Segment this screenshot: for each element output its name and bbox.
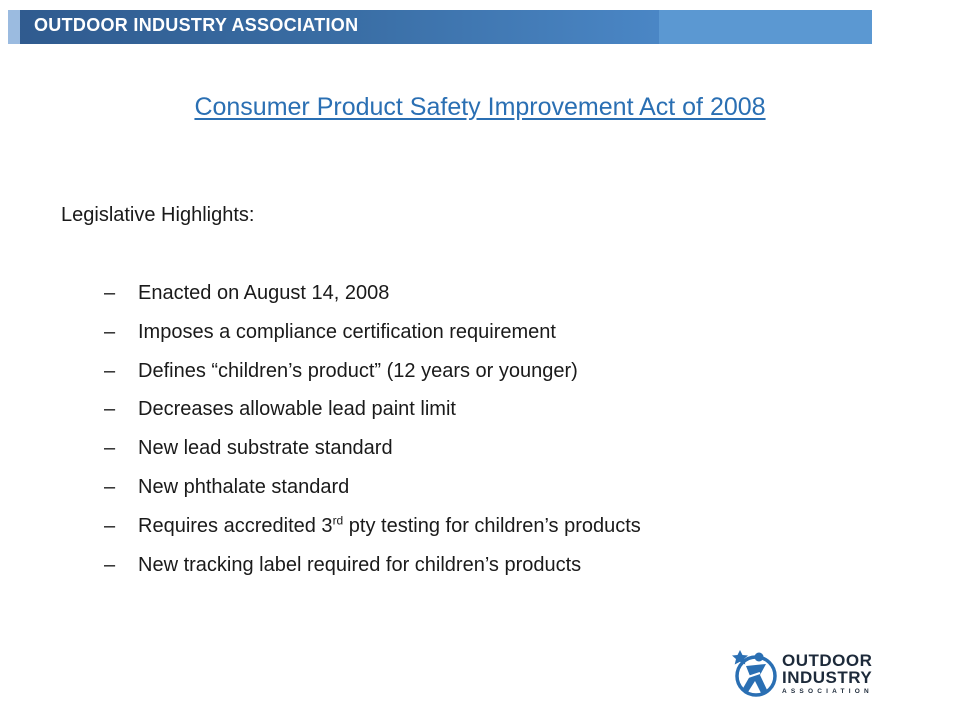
bullet-dash: – xyxy=(104,514,116,537)
section-heading: Legislative Highlights: xyxy=(61,204,255,226)
bullet-dash: – xyxy=(104,320,116,343)
bullet-text: Enacted on August 14, 2008 xyxy=(138,282,390,304)
person-star-icon xyxy=(732,646,780,698)
bullet-text: New phthalate standard xyxy=(138,475,350,498)
bullet-dash: – xyxy=(104,359,116,382)
header-band xyxy=(8,10,872,44)
slide-title: Consumer Product Safety Improvement Act of 2008 xyxy=(194,93,766,121)
bullet-text: Imposes a compliance certification requirement xyxy=(138,320,556,343)
bullet-text: Defines “children’s product” (12 years or younger) xyxy=(138,359,578,382)
logo-wordmark xyxy=(782,652,873,695)
logo-line1: OUTDOOR xyxy=(782,651,873,670)
bullet-dash: – xyxy=(104,437,116,460)
bullet-list xyxy=(104,282,641,592)
header-right-block xyxy=(659,10,872,44)
bullet-text: New lead substrate standard xyxy=(138,437,393,460)
bullet-text: New tracking label required for children’s products xyxy=(138,553,582,576)
header-notch xyxy=(8,10,20,44)
bullet-item xyxy=(104,321,641,360)
bullet-dash: – xyxy=(104,282,116,304)
bullet-dash: – xyxy=(104,553,116,576)
bullet-dash: – xyxy=(104,475,116,498)
bullet-item xyxy=(104,398,641,437)
bullet-text: Decreases allowable lead paint limit xyxy=(138,398,456,421)
bullet-dash: – xyxy=(104,398,116,421)
logo-line2: INDUSTRY xyxy=(782,668,873,687)
oia-logo xyxy=(732,646,884,698)
bullet-item xyxy=(104,554,641,593)
bullet-text-before: Requires accredited 3 xyxy=(138,514,333,537)
bullet-item xyxy=(104,515,641,554)
bullet-item xyxy=(104,476,641,515)
bullet-item xyxy=(104,360,641,399)
bullet-text xyxy=(138,515,641,554)
bullet-item xyxy=(104,282,641,321)
bullet-text-after: pty testing for children’s products xyxy=(343,514,641,537)
bullet-item xyxy=(104,437,641,476)
logo-line3: ASSOCIATION xyxy=(782,688,873,695)
header-title: OUTDOOR INDUSTRY ASSOCIATION xyxy=(34,15,359,35)
ordinal-superscript: rd xyxy=(332,513,344,528)
